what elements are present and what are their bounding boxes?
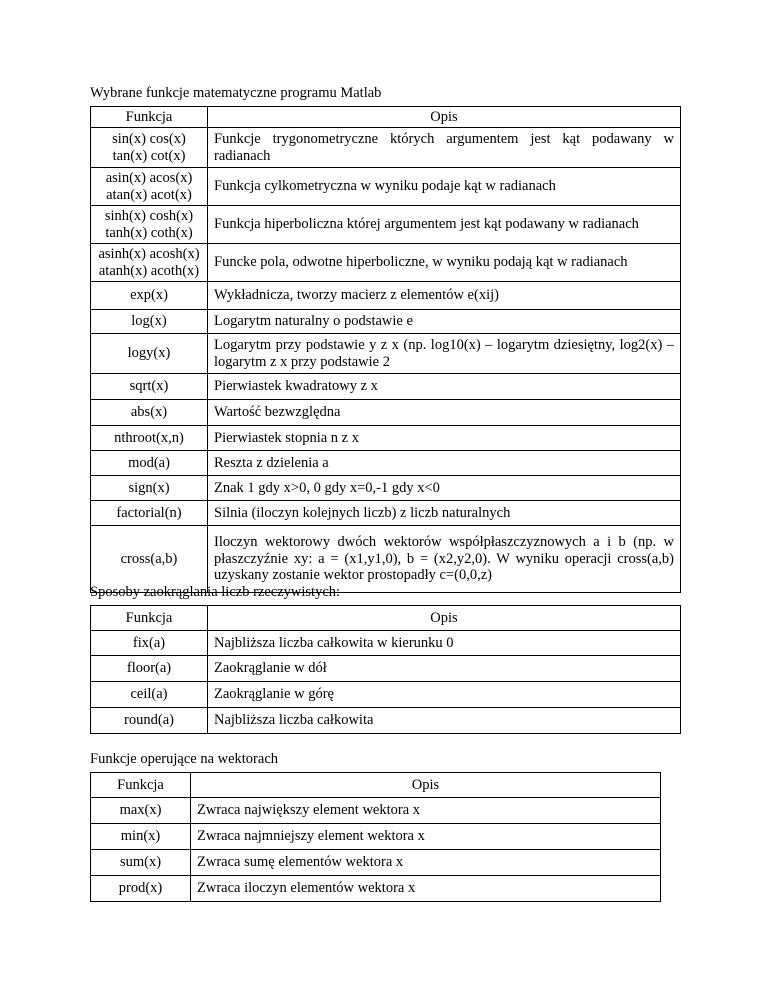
table-row	[91, 501, 681, 526]
table-row	[91, 334, 681, 374]
table-row	[91, 426, 681, 451]
function-name: asin(x) acos(x)	[105, 170, 193, 186]
function-cell: nthroot(x,n)	[91, 426, 208, 451]
function-name: tanh(x) coth(x)	[105, 224, 193, 241]
function-cell	[91, 128, 208, 168]
function-name: tan(x) cot(x)	[112, 147, 186, 164]
description-cell: Zwraca największy element wektora x	[191, 798, 661, 824]
function-name: sin(x) cos(x)	[112, 131, 186, 147]
function-name: sinh(x) cosh(x)	[104, 208, 194, 224]
function-cell: mod(a)	[91, 451, 208, 476]
function-name: asinh(x) acosh(x)	[98, 246, 200, 262]
function-cell: logy(x)	[91, 334, 208, 374]
description-cell: Silnia (iloczyn kolejnych liczb) z liczb naturalnych	[208, 501, 681, 526]
function-name: atanh(x) acoth(x)	[98, 262, 200, 279]
function-cell: round(a)	[91, 708, 208, 734]
description-cell: Funkcja cylkometryczna w wyniku podaje kąt w radianach	[208, 168, 681, 206]
table-header-row	[91, 606, 681, 631]
description-cell: Pierwiastek stopnia n z x	[208, 426, 681, 451]
function-cell	[91, 244, 208, 282]
math-functions-table	[90, 106, 681, 593]
function-cell: exp(x)	[91, 282, 208, 310]
table-header-row	[91, 107, 681, 128]
table-row	[91, 282, 681, 310]
function-cell: ceil(a)	[91, 682, 208, 708]
function-cell: prod(x)	[91, 876, 191, 902]
rounding-table	[90, 605, 681, 734]
description-cell: Pierwiastek kwadratowy z x	[208, 374, 681, 400]
section2-title: Sposoby zaokrąglania liczb rzeczywistych:	[90, 584, 341, 600]
description-cell: Funcke pola, odwotne hiperboliczne, w wyniku podają kąt w radianach	[208, 244, 681, 282]
function-cell: min(x)	[91, 824, 191, 850]
header-description: Opis	[208, 107, 681, 128]
function-cell: sqrt(x)	[91, 374, 208, 400]
description-cell: Zaokrąglanie w dół	[208, 656, 681, 682]
description-cell: Znak 1 gdy x>0, 0 gdy x=0,-1 gdy x<0	[208, 476, 681, 501]
table-row	[91, 824, 661, 850]
table-row	[91, 526, 681, 593]
table-row	[91, 400, 681, 426]
function-cell: abs(x)	[91, 400, 208, 426]
description-cell: Logarytm przy podstawie y z x (np. log10(x) – logarytm dziesiętny, log2(x) – logarytm z x przy podstawie 2	[208, 334, 681, 374]
header-function: Funkcja	[91, 606, 208, 631]
function-name: atan(x) acot(x)	[106, 186, 192, 203]
description-cell: Wartość bezwzględna	[208, 400, 681, 426]
table-row	[91, 798, 661, 824]
description-cell: Funkcje trygonometryczne których argumentem jest kąt podawany w radianach	[208, 128, 681, 168]
description-cell: Logarytm naturalny o podstawie e	[208, 310, 681, 334]
table-row	[91, 631, 681, 656]
table-row	[91, 206, 681, 244]
description-cell: Zwraca iloczyn elementów wektora x	[191, 876, 661, 902]
table-row	[91, 682, 681, 708]
function-cell: log(x)	[91, 310, 208, 334]
header-function: Funkcja	[91, 107, 208, 128]
description-cell: Reszta z dzielenia a	[208, 451, 681, 476]
section1-title: Wybrane funkcje matematyczne programu Matlab	[90, 85, 382, 101]
description-cell: Zaokrąglanie w górę	[208, 682, 681, 708]
function-cell	[91, 168, 208, 206]
table-row	[91, 708, 681, 734]
function-cell	[91, 206, 208, 244]
description-cell: Zwraca najmniejszy element wektora x	[191, 824, 661, 850]
description-cell: Iloczyn wektorowy dwóch wektorów współpłaszczyznowych a i b (np. w płaszczyźnie xy: a = (x1,y1,0), b = (x2,y2,0). W wyniku operacji cross(a,b) uzyskany zostanie wektor prostopadły c=(0,0,z)	[208, 526, 681, 593]
header-description: Opis	[208, 606, 681, 631]
description-cell: Funkcja hiperboliczna której argumentem jest kąt podawany w radianach	[208, 206, 681, 244]
header-description: Opis	[191, 773, 661, 798]
table-row	[91, 168, 681, 206]
table-row	[91, 451, 681, 476]
function-cell: cross(a,b)	[91, 526, 208, 593]
function-cell: fix(a)	[91, 631, 208, 656]
function-cell: sum(x)	[91, 850, 191, 876]
function-cell: max(x)	[91, 798, 191, 824]
table-row	[91, 876, 661, 902]
description-cell: Najbliższa liczba całkowita w kierunku 0	[208, 631, 681, 656]
description-cell: Najbliższa liczba całkowita	[208, 708, 681, 734]
table-row	[91, 310, 681, 334]
table-row	[91, 374, 681, 400]
section3-title: Funkcje operujące na wektorach	[90, 751, 279, 767]
description-cell: Wykładnicza, tworzy macierz z elementów e(xij)	[208, 282, 681, 310]
header-function: Funkcja	[91, 773, 191, 798]
table-row	[91, 850, 661, 876]
table-row	[91, 656, 681, 682]
vector-functions-table	[90, 772, 661, 902]
table-row	[91, 244, 681, 282]
function-cell: floor(a)	[91, 656, 208, 682]
function-cell: sign(x)	[91, 476, 208, 501]
table-row	[91, 476, 681, 501]
table-row	[91, 128, 681, 168]
function-cell: factorial(n)	[91, 501, 208, 526]
description-cell: Zwraca sumę elementów wektora x	[191, 850, 661, 876]
table-header-row	[91, 773, 661, 798]
